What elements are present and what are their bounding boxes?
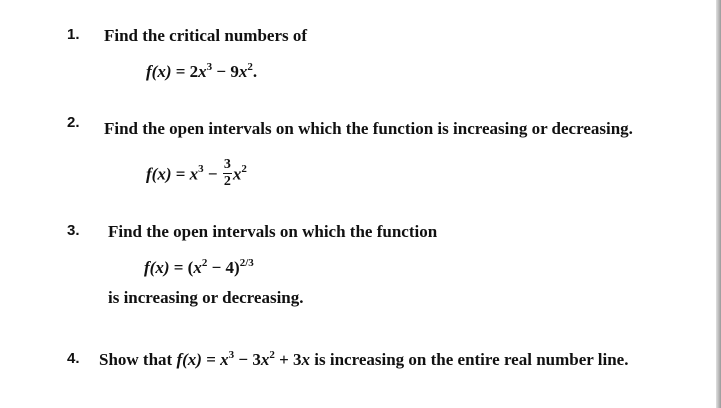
- formula-tail: .: [252, 62, 258, 81]
- problem-formula: [146, 62, 257, 82]
- formula-var: x: [198, 62, 207, 81]
- formula-lhs: f(x): [146, 164, 172, 184]
- formula-equals: =: [173, 258, 184, 277]
- fraction-denominator: 2: [223, 174, 231, 189]
- formula-fraction: [223, 158, 232, 189]
- statement-suffix: is increasing on the entire real number line.: [314, 350, 629, 369]
- formula-open-paren: (: [187, 258, 194, 277]
- formula-lhs: f(x): [146, 62, 172, 81]
- formula-exp: 3: [206, 61, 213, 73]
- formula-exp: 2: [241, 163, 247, 176]
- formula-operator: −: [207, 164, 218, 184]
- problem-number: 2.: [67, 114, 80, 131]
- formula-exp: 2: [247, 61, 253, 73]
- formula-operator: −: [238, 350, 249, 369]
- formula-lhs: f(x): [176, 350, 202, 369]
- formula-var: x: [238, 62, 248, 81]
- formula-var: x: [301, 350, 311, 369]
- formula-const: 4): [225, 258, 240, 277]
- fraction-numerator: 3: [223, 157, 231, 172]
- problem-text-continued: is increasing or decreasing.: [108, 288, 304, 307]
- formula-exp: 3: [198, 163, 204, 176]
- formula-var: x: [232, 164, 242, 184]
- statement-prefix: Show that: [99, 350, 173, 369]
- problem-text: [99, 350, 628, 370]
- formula-var: x: [189, 164, 199, 184]
- problem-text: Find the open intervals on which the function: [108, 222, 438, 241]
- formula-operator: −: [211, 258, 222, 277]
- formula-outer-exp: 2/3: [239, 257, 254, 269]
- formula-coef: 3: [252, 350, 261, 369]
- formula-equals: =: [206, 350, 216, 369]
- problem-text: Find the critical numbers of: [104, 26, 308, 45]
- formula-exp: 3: [228, 349, 235, 361]
- problem-text: Find the open intervals on which the function is increasing or decreasing.: [104, 119, 633, 138]
- problem-formula: [146, 157, 247, 191]
- formula-coef: 3: [293, 350, 302, 369]
- formula-coef: 2: [189, 62, 199, 81]
- problem-number: 3.: [67, 222, 80, 239]
- problem-number: 4.: [67, 350, 80, 367]
- formula-equals: =: [175, 164, 186, 184]
- formula-var: x: [220, 350, 229, 369]
- problem-formula: [144, 258, 254, 278]
- formula-operator: +: [279, 350, 289, 369]
- formula-equals: =: [175, 62, 186, 81]
- formula-var: x: [193, 258, 202, 277]
- page-edge-shadow: [716, 0, 721, 408]
- formula-lhs: f(x): [144, 258, 170, 277]
- formula-exp: 2: [269, 349, 275, 361]
- problem-number: 1.: [67, 26, 80, 43]
- formula-operator: −: [216, 62, 227, 81]
- formula-var: x: [260, 350, 270, 369]
- formula-exp: 2: [201, 257, 208, 269]
- formula-coef: 9: [230, 62, 239, 81]
